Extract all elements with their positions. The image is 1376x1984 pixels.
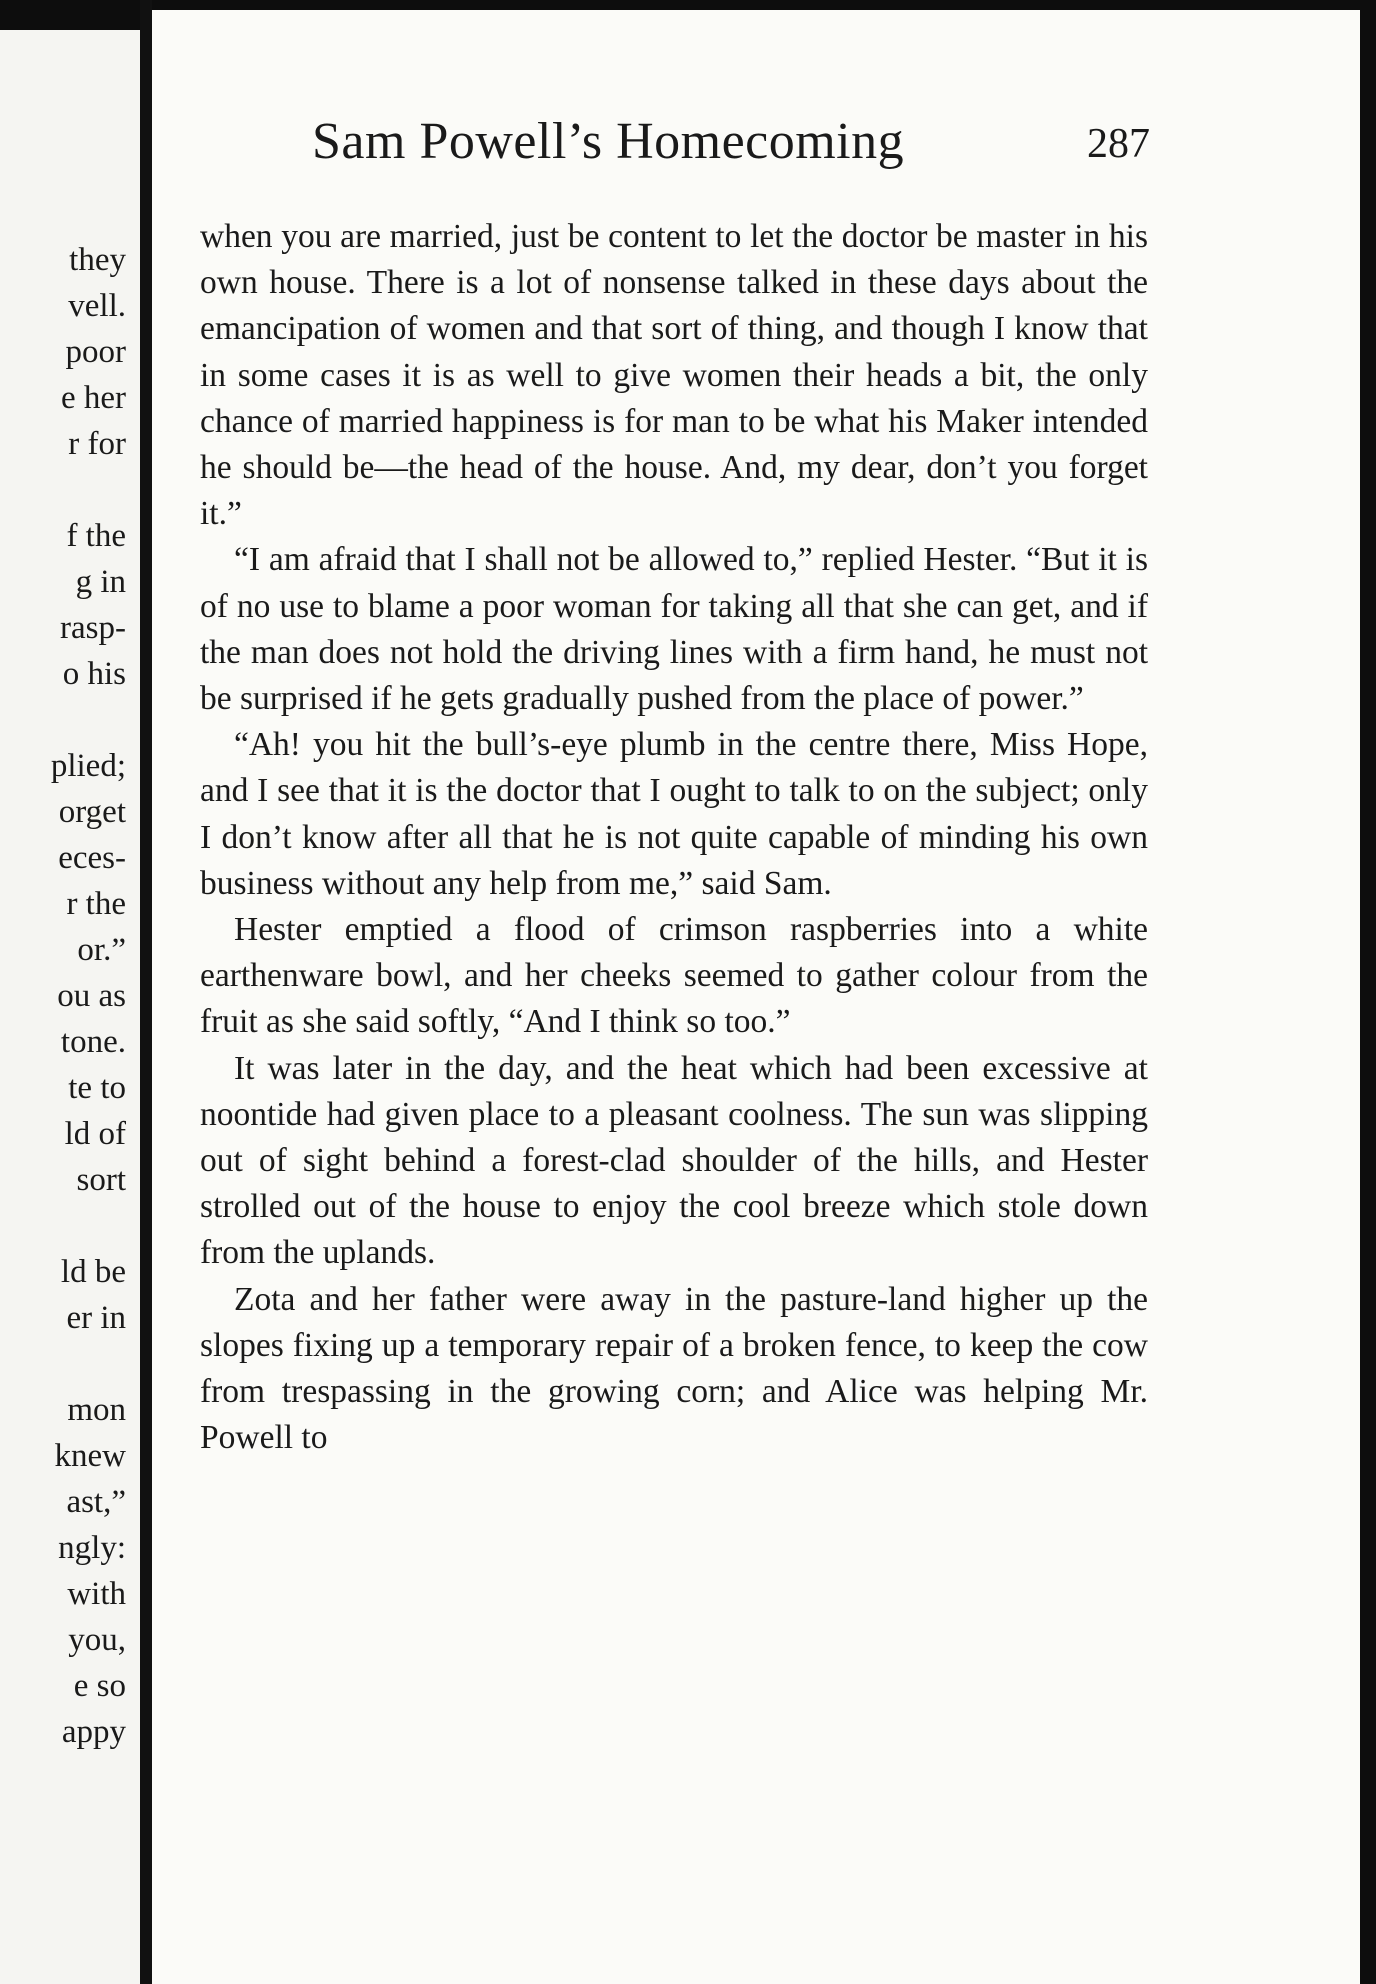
paragraph: “Ah! you hit the bull’s-eye plumb in the centre there, Miss Hope, and I see that it is the doctor that I ought to talk to on the subject; only I don’t know after all that he is not quite capable of minding his own business without any help from me,” said Sam.	[200, 726, 1148, 902]
facing-page-line: appy	[61, 1714, 126, 1750]
facing-page-line: o his	[62, 656, 126, 692]
facing-page-line: e her	[60, 380, 126, 416]
facing-page-line: vell.	[68, 288, 126, 324]
facing-page-line: with	[67, 1576, 126, 1612]
facing-page-line: r for	[68, 426, 126, 462]
facing-page-line: tone.	[60, 1024, 126, 1060]
facing-page-line: mon	[67, 1392, 126, 1428]
running-head	[160, 112, 1150, 182]
facing-page-line: g in	[75, 564, 126, 600]
facing-page-line: ld of	[64, 1116, 126, 1152]
facing-page-line: plied;	[50, 748, 126, 784]
facing-page-line: e so	[73, 1668, 126, 1704]
facing-page-line: ast,”	[66, 1484, 126, 1520]
facing-page-line: ld be	[60, 1254, 126, 1290]
facing-page-line: ou as	[57, 978, 126, 1014]
page-number: 287	[1087, 121, 1150, 167]
facing-page-line: rasp-	[60, 610, 126, 646]
paragraph: when you are married, just be content to let the doctor be master in his own house. There is a lot of nonsense talked in these days about the emancipation of women and that sort of thing, and though I know that in some cases it is as well to give women their heads a bit, the only chance of married happiness is for man to be what his Maker intended he should be—the head of the house. And, my dear, don’t you forget it.”	[200, 218, 1148, 533]
paragraph: It was later in the day, and the heat which had been excessive at noontide had given place to a pleasant coolness. The sun was slipping out of sight behind a forest-clad shoulder of the hills, and Hester strolled out of the house to enjoy the cool breeze which stole down from the uplands.	[200, 1049, 1148, 1272]
facing-page-line: poor	[65, 334, 126, 370]
facing-page-line: knew	[54, 1438, 126, 1474]
facing-page-line: eces-	[58, 840, 126, 876]
facing-page-line: te to	[68, 1070, 126, 1106]
facing-page-line: orget	[58, 794, 126, 830]
page-edge-shadow	[1360, 0, 1376, 1984]
book-gutter	[140, 0, 152, 1984]
facing-page-line: r the	[66, 886, 126, 922]
paragraph: Zota and her father were away in the pasture-land higher up the slopes fixing up a temporary repair of a broken fence, to keep the cow from trespassing in the growing corn; and Alice was helping Mr. Powell to	[200, 1280, 1148, 1457]
paragraph: Hester emptied a flood of crimson raspberries into a white earthenware bowl, and her cheeks seemed to gather colour from the fruit as she said softly, “And I think so too.”	[200, 911, 1148, 1041]
facing-page-line: they	[69, 242, 126, 278]
facing-page-line: er in	[66, 1300, 126, 1336]
facing-page-fragment	[0, 30, 140, 1984]
facing-page-line: ngly:	[58, 1530, 126, 1566]
facing-page-line: sort	[76, 1162, 126, 1198]
running-head-title: Sam Powell’s Homecoming	[312, 113, 905, 170]
body-text	[200, 214, 1148, 1461]
facing-page-line: or.”	[77, 932, 126, 968]
facing-page-line: you,	[68, 1622, 126, 1658]
paragraph: “I am afraid that I shall not be allowed to,” replied Hester. “But it is of no use to blame a poor woman for taking all that she can get, and if the man does not hold the driving lines with a firm hand, he must not be surprised if he gets gradually pushed from the place of power.”	[200, 541, 1148, 718]
facing-page-line: f the	[66, 518, 126, 554]
